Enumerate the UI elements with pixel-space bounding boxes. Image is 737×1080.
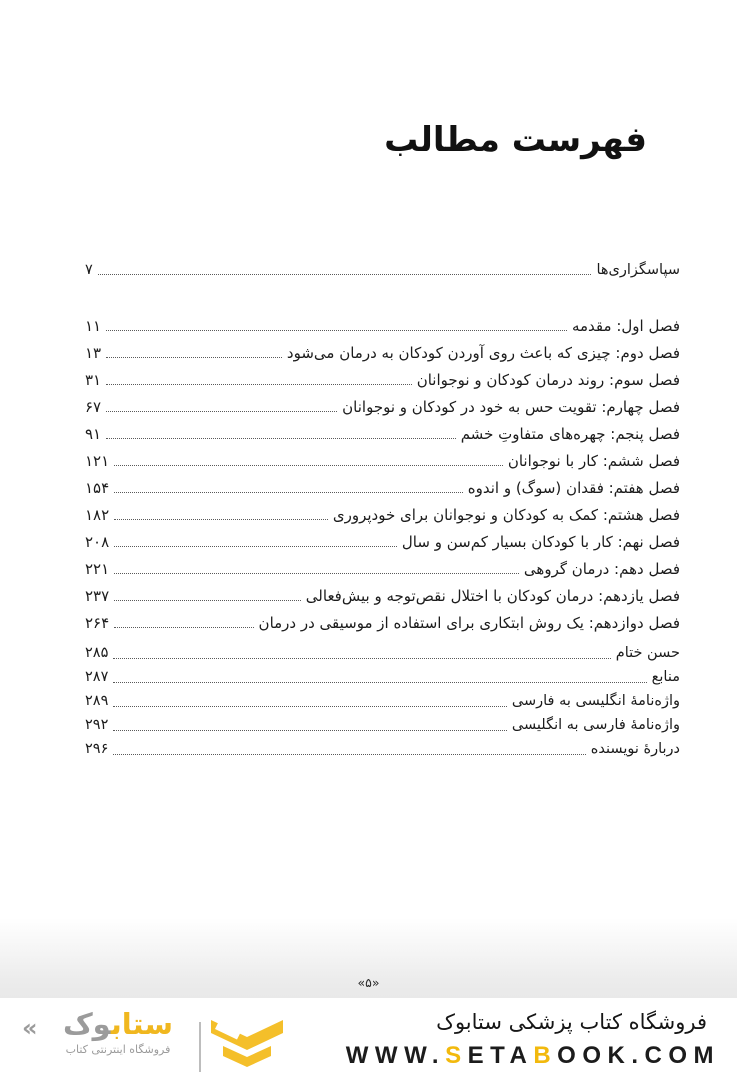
logo-divider [199,1022,201,1072]
website-url [346,1042,720,1070]
toc-item [85,555,680,582]
toc-chapters-list [85,312,680,636]
toc-item [85,420,680,447]
toc-leader-dots [114,455,503,466]
wordmark-end: وک [62,1007,111,1041]
toc-item-page: ۲۰۸ [85,532,110,551]
toc-item [85,609,680,636]
toc-item-label: فصل هفتم: فقدان (سوگ) و اندوه [467,478,680,497]
toc-leader-dots [106,374,412,385]
toc-item-label: فصل نهم: کار با کودکان بسیار کم‌سن و سال [401,532,680,551]
toc-leader-dots [114,509,328,520]
toc-item-label: فصل چهارم: تقویت حس به خود در کودکان و نوجوانان [342,397,680,416]
toc-item [85,501,680,528]
toc-item-label: فصل دوازدهم: یک روش ابتکاری برای استفاده از موسیقی در درمان [258,613,680,632]
toc-leader-dots [106,320,567,331]
toc-item-label: حسن ختام [615,645,680,661]
toc-item [85,641,680,665]
toc-leader-dots [113,672,646,683]
toc-item-label: فصل اول: مقدمه [571,316,680,335]
url-segment: ETA [467,1042,534,1069]
toc-item-page: ۲۹۲ [85,717,109,733]
toc-item-page: ۱۱ [85,316,102,335]
page-number-marker: «۵» [357,975,380,990]
toc-leader-dots [114,482,463,493]
toc-item [85,366,680,393]
guillemet-mark: « [22,1014,38,1042]
toc-item-page: ۹۱ [85,424,102,443]
toc-item-page: ۲۸۷ [85,669,109,685]
toc-item [85,665,680,689]
toc-item-label: واژه‌نامهٔ فارسی به انگلیسی [511,717,680,733]
toc-item [85,474,680,501]
brand-tagline: فروشگاه اینترنتی کتاب [65,1043,171,1056]
toc-leader-dots [114,617,253,628]
toc-item-label: واژه‌نامهٔ انگلیسی به فارسی [511,693,680,709]
toc-item-page: ۷ [85,261,93,278]
url-segment: S [445,1042,468,1069]
toc-leader-dots [113,648,610,659]
toc-item-page: ۲۸۵ [85,645,109,661]
toc-item-page: ۲۲۱ [85,559,110,578]
toc-leader-dots [114,590,301,601]
toc-item-label: منابع [651,669,680,685]
toc-item-label: فصل یازدهم: درمان کودکان با اختلال نقص‌توجه و بیش‌فعالی [305,586,680,605]
toc-item-label: فصل هشتم: کمک به کودکان و نوجوانان برای خودپروری [332,505,680,524]
toc-item [85,582,680,609]
toc-leader-dots [114,563,519,574]
toc-leader-dots [113,696,507,707]
toc-item [85,256,680,283]
wordmark-main: ستاب [110,1007,174,1041]
chevron-emblem-icon [210,1020,284,1076]
toc-item [85,737,680,761]
toc-leader-dots [106,401,337,412]
toc-item [85,689,680,713]
toc-item-page: ۶۷ [85,397,102,416]
toc-item [85,312,680,339]
toc-item [85,447,680,474]
toc-item-label: فصل دهم: درمان گروهی [523,559,680,578]
toc-item-page: ۱۵۴ [85,478,110,497]
toc-item-page: ۱۲۱ [85,451,110,470]
url-segment: B [533,1042,558,1069]
toc-back-matter-list [85,641,680,761]
toc-item-label: فصل پنجم: چهره‌های متفاوتِ خشم [460,424,680,443]
toc-leader-dots [113,744,585,755]
toc-item-page: ۱۸۲ [85,505,110,524]
url-segment: WWW. [345,1042,446,1069]
toc-item-label: دربارهٔ نویسنده [590,741,680,757]
toc-item-page: ۲۶۴ [85,613,110,632]
toc-item-page: ۲۹۶ [85,741,109,757]
toc-leader-dots [98,264,592,275]
toc-item-label: سپاسگزاری‌ها [596,261,680,278]
toc-leader-dots [106,428,456,439]
setabook-logo [22,1007,198,1056]
setabook-wordmark [22,1007,198,1042]
toc-item [85,528,680,555]
url-segment: OOK.COM [557,1042,720,1069]
store-description: فروشگاه کتاب پزشکی ستابوک [436,1010,707,1034]
toc-front-matter-list [85,256,680,283]
toc-item-page: ۲۸۹ [85,693,109,709]
toc-item-label: فصل ششم: کار با نوجوانان [507,451,680,470]
toc-leader-dots [106,347,282,358]
toc-item-label: فصل دوم: چیزی که باعث روی آوردن کودکان به درمان می‌شود [286,343,680,362]
toc-item [85,339,680,366]
page-title: فهرست مطالب [384,120,647,160]
toc-leader-dots [113,720,507,731]
toc-item-page: ۳۱ [85,370,102,389]
toc-leader-dots [114,536,397,547]
footer-bar [0,998,737,1080]
toc-item-label: فصل سوم: روند درمان کودکان و نوجوانان [416,370,680,389]
toc-item-page: ۱۳ [85,343,102,362]
toc-item [85,393,680,420]
toc-item-page: ۲۳۷ [85,586,110,605]
toc-item [85,713,680,737]
